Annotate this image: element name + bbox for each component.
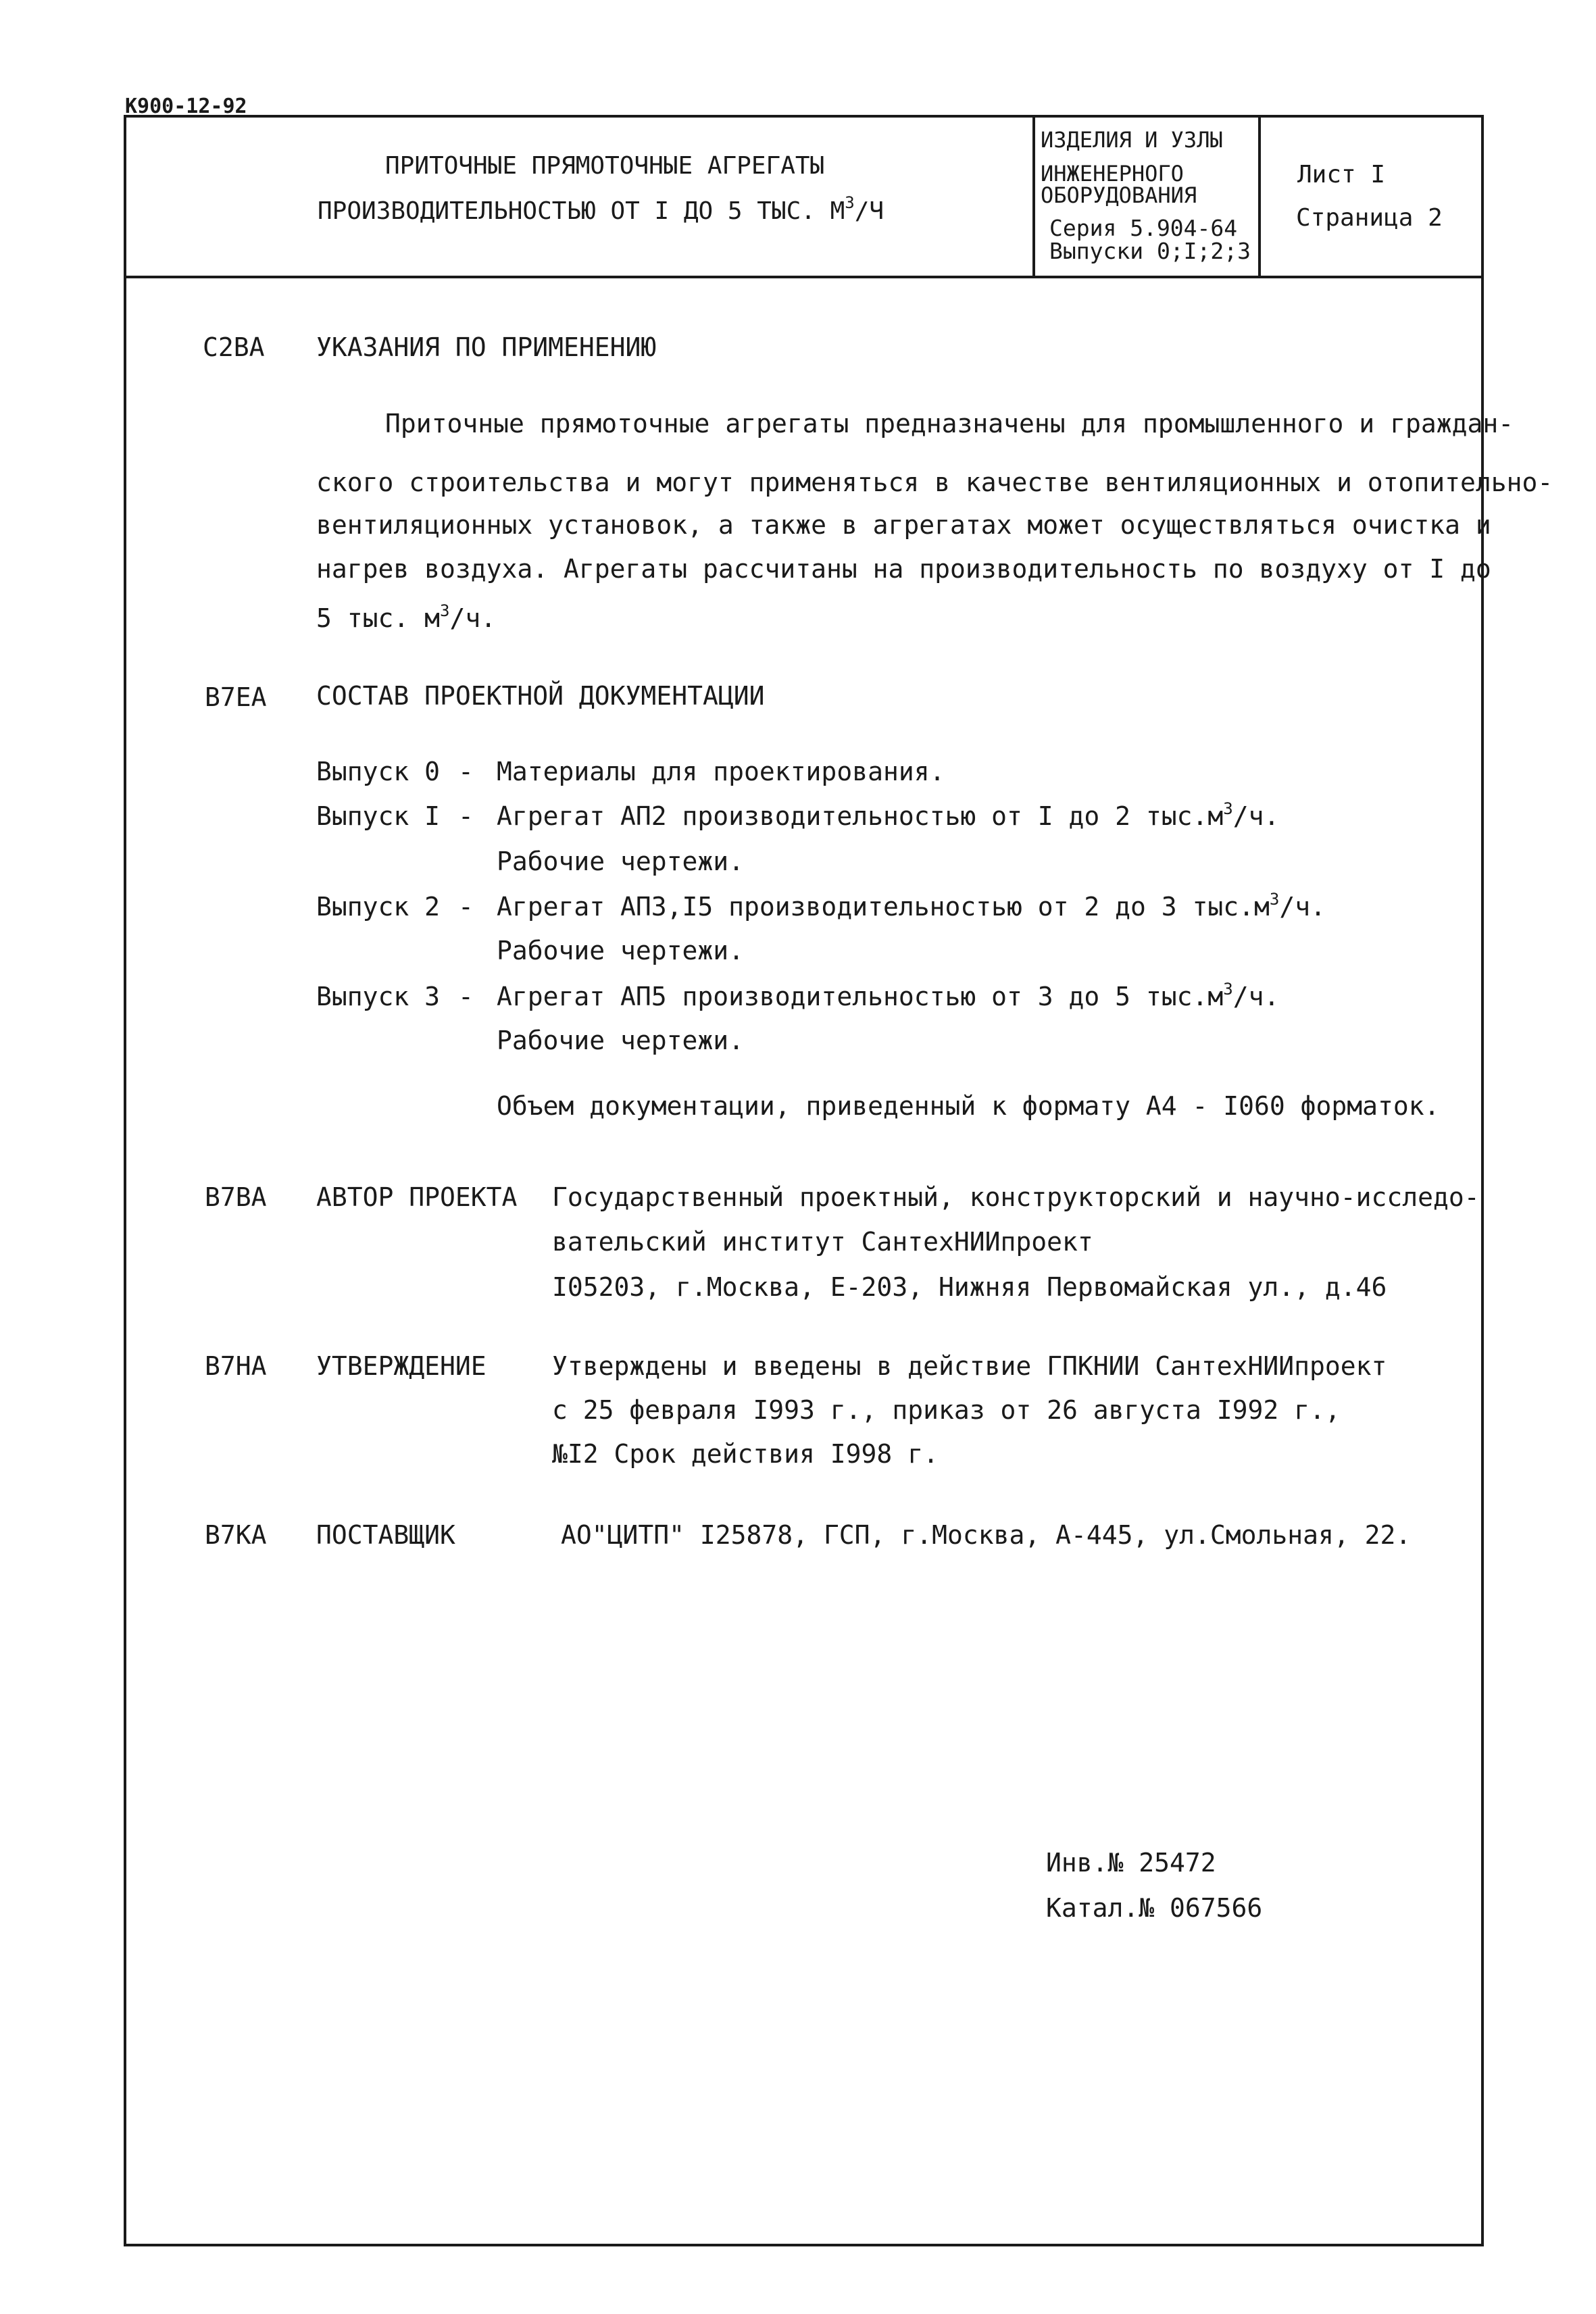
supplier-line1: АО"ЦИТП" I25878, ГСП, г.Москва, А-445, ул.Смольная, 22. xyxy=(561,1520,1412,1550)
section-code-author: В7ВА xyxy=(205,1182,267,1212)
header-category-line3: ОБОРУДОВАНИЯ xyxy=(1041,182,1197,208)
composition-item-dash: - xyxy=(458,801,474,831)
header-issues: Выпуски 0;I;2;3 xyxy=(1049,238,1251,264)
section-title-composition: СОСТАВ ПРОЕКТНОЙ ДОКУМЕНТАЦИИ xyxy=(316,681,765,711)
composition-item-text: Агрегат АП3,I5 производительностью от 2 до 3 $тыс.м^3/ч$. xyxy=(497,890,1326,922)
application-text-line1: Приточные прямоточные агрегаты предназначены для промышленного и граждан- xyxy=(385,409,1514,438)
composition-item-text: Агрегат АП5 производительностью от 3 до 5 $тыс.м^3/ч$. xyxy=(497,980,1280,1011)
approval-line2: с 25 февраля I993 г., приказ от 26 августа I992 г., xyxy=(552,1395,1341,1425)
approval-line3: №I2 Срок действия I998 г. xyxy=(552,1439,939,1469)
author-line3: I05203, г.Москва, Е-203, Нижняя Первомайская ул., д.46 xyxy=(552,1272,1387,1302)
document-code: К900-12-92 xyxy=(125,95,247,118)
composition-item-note: Рабочие чертежи. xyxy=(497,1026,745,1055)
header-divider-2 xyxy=(1258,115,1261,277)
author-line1: Государственный проектный, конструкторский и научно-исследо- xyxy=(552,1182,1480,1212)
section-title-approval: УТВЕРЖДЕНИЕ xyxy=(316,1351,487,1381)
header-sheet: Лист I xyxy=(1297,161,1386,188)
application-text-line2: ского строительства и могут применяться в качестве вентиляционных и отопительно- xyxy=(316,468,1553,497)
application-text-line3: вентиляционных установок, а также в агрегатах может осуществляться очистка и xyxy=(316,510,1491,540)
composition-item-label: Выпуск 0 xyxy=(316,757,441,786)
section-title-supplier: ПОСТАВЩИК xyxy=(316,1520,455,1550)
composition-item-dash: - xyxy=(458,757,474,786)
section-code-supplier: В7КА xyxy=(205,1520,267,1550)
inventory-number: Инв.№ 25472 xyxy=(1046,1848,1216,1878)
composition-item-text: Агрегат АП2 производительностью от I до 2 $тыс.м^3/ч$. xyxy=(497,799,1280,831)
composition-item-label: Выпуск 2 xyxy=(316,892,441,922)
section-code-composition: В7ЕА xyxy=(205,682,267,712)
header-page: Страница 2 xyxy=(1296,204,1443,232)
header-category-line2: ИНЖЕНЕРНОГО xyxy=(1041,161,1184,186)
composition-volume: Объем документации, приведенный к формату А4 - I060 форматок. xyxy=(497,1091,1440,1121)
section-title-author: АВТОР ПРОЕКТА xyxy=(316,1182,518,1212)
header-divider-1 xyxy=(1032,115,1035,277)
header-category-line1: ИЗДЕЛИЯ И УЗЛЫ xyxy=(1041,127,1223,153)
application-text-line5: 5 тыс. $м^3/ч$. xyxy=(316,601,497,633)
composition-item-text: Материалы для проектирования. xyxy=(497,757,945,786)
section-title-application: УКАЗАНИЯ ПО ПРИМЕНЕНИЮ xyxy=(316,332,657,362)
approval-line1: Утверждены и введены в действие ГПКНИИ СантехНИИпроект xyxy=(552,1351,1387,1381)
section-code-approval: В7НА xyxy=(205,1351,267,1381)
application-text-line4: нагрев воздуха. Агрегаты рассчитаны на производительность по воздуху от I до xyxy=(316,554,1491,584)
section-code-application: С2ВА xyxy=(203,332,265,362)
catalog-number: Катал.№ 067566 xyxy=(1046,1893,1263,1923)
header-title-line2: ПРОИЗВОДИТЕЛЬНОСТЬЮ ОТ I ДО 5 ТЫС. $М^3/Ч$ xyxy=(318,193,884,225)
composition-item-note: Рабочие чертежи. xyxy=(497,847,745,876)
composition-item-dash: - xyxy=(458,982,474,1011)
composition-item-label: Выпуск 3 xyxy=(316,982,441,1011)
composition-item-note: Рабочие чертежи. xyxy=(497,936,745,965)
composition-item-label: Выпуск I xyxy=(316,801,441,831)
author-line2: вательский институт СантехНИИпроект xyxy=(552,1227,1093,1257)
header-series: Серия 5.904-64 xyxy=(1049,215,1238,241)
header-divider xyxy=(124,276,1484,278)
header-title-line1: ПРИТОЧНЫЕ ПРЯМОТОЧНЫЕ АГРЕГАТЫ xyxy=(385,152,825,180)
composition-item-dash: - xyxy=(458,892,474,922)
